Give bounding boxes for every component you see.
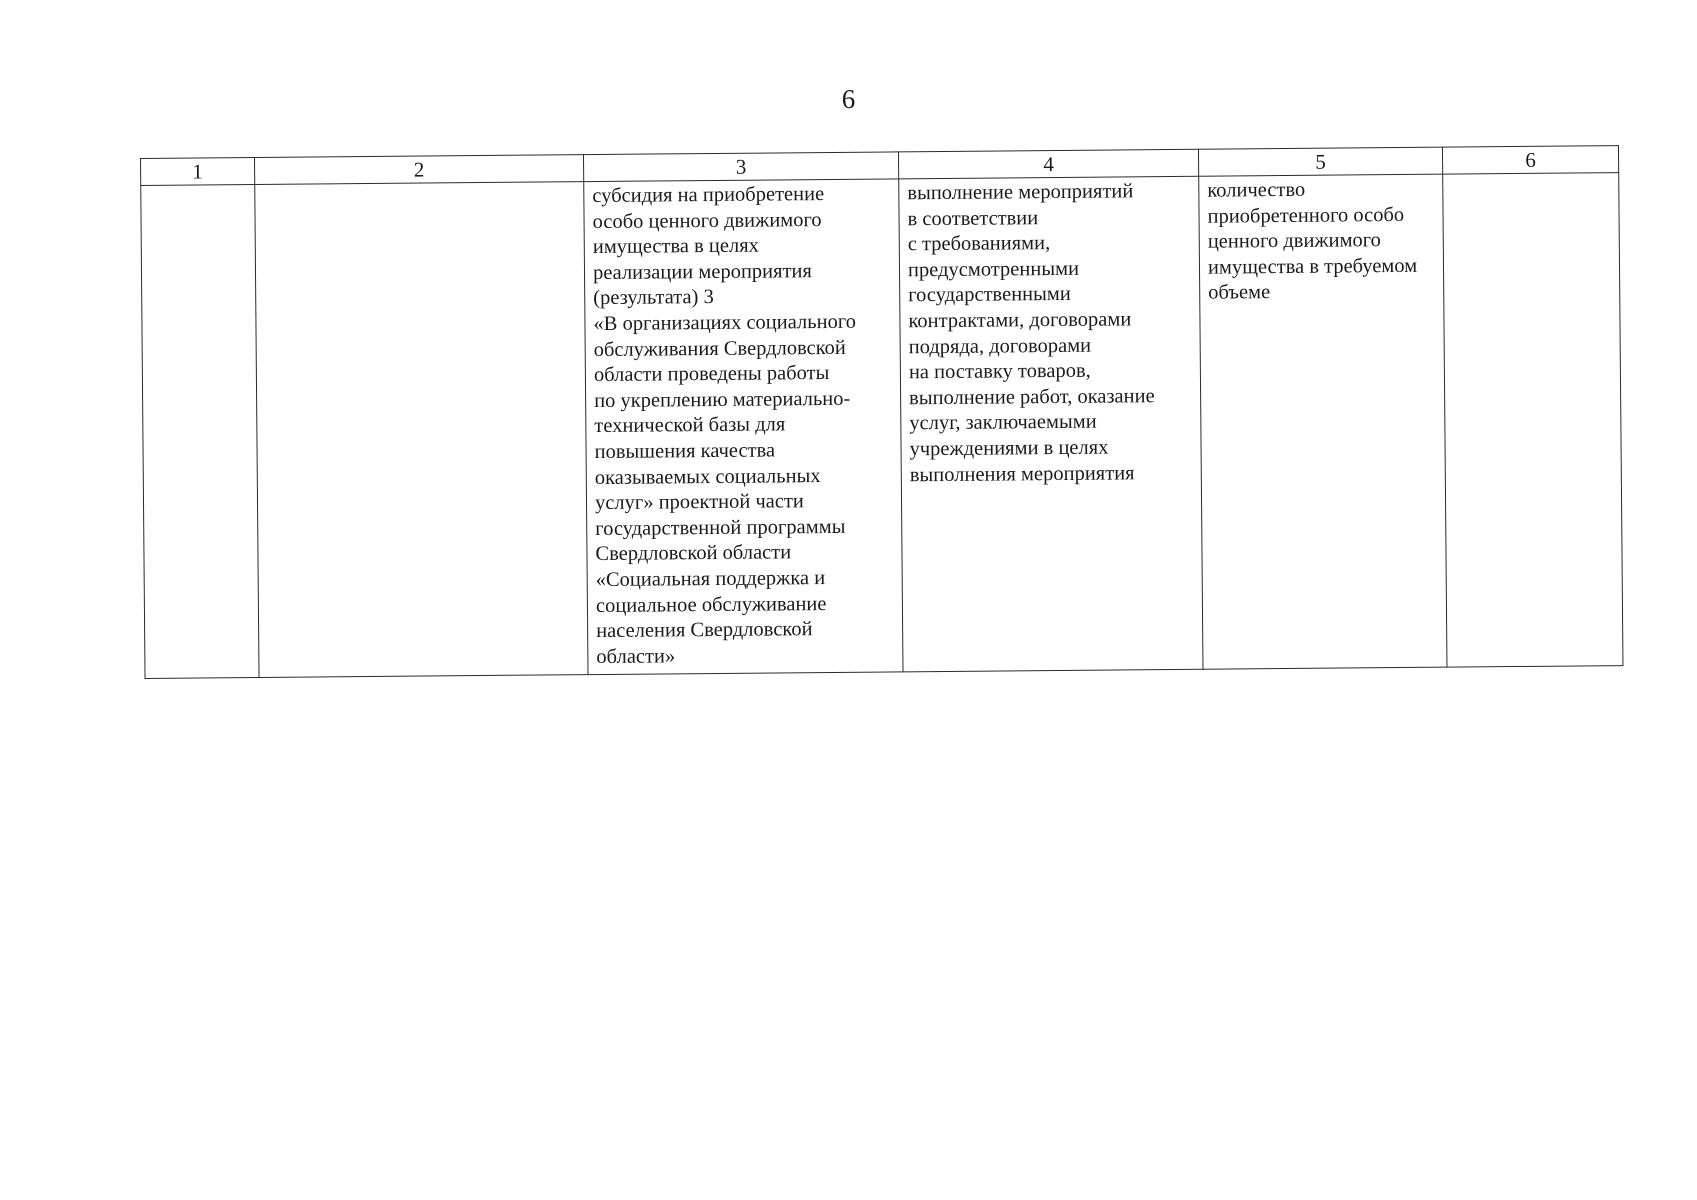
cell-text-col3: субсидия на приобретение особо ценного движимого имущества в целях реализации мероприятия (результата) 3 «В организациях социального обслуживания Свердловской области проведены работы по укреплению материально- технической базы для повышения качества оказываемых социальных услуг» проектной части государственной программы Свердловской области «Социальная поддержка и социальное обслуживание населения Свердловской области» bbox=[592, 183, 857, 668]
column-header-3: 3 bbox=[583, 152, 898, 182]
cell-text-col6 bbox=[1451, 175, 1612, 176]
cell-text-col2 bbox=[263, 184, 577, 187]
column-header-2: 2 bbox=[255, 155, 584, 185]
column-header-1: 1 bbox=[141, 158, 255, 186]
document-table-container bbox=[140, 145, 1622, 679]
column-header-5: 5 bbox=[1198, 147, 1442, 176]
page-number: 6 bbox=[841, 84, 856, 114]
table-cell-col3 bbox=[584, 179, 903, 675]
cell-text-col4: выполнение мероприятий в соответствии с требованиями, предусмотренными государственными контрактами, договорами подряда, договорами на поставку товаров, выполнение работ, оказание услуг, заключаемыми учреждениями в целях выполнения мероприятия bbox=[907, 180, 1155, 486]
table-cell-col6 bbox=[1443, 173, 1623, 668]
cell-text-col5: количество приобретенного особо ценного движимого имущества в требуемом объеме bbox=[1207, 178, 1418, 305]
document-table bbox=[140, 145, 1623, 679]
table-cell-col4 bbox=[899, 176, 1203, 672]
table-cell-col2 bbox=[255, 182, 588, 678]
column-header-6: 6 bbox=[1442, 146, 1618, 175]
table-cell-col1 bbox=[141, 184, 259, 678]
table-cell-col5 bbox=[1199, 174, 1447, 669]
table-row bbox=[141, 173, 1623, 679]
column-header-4: 4 bbox=[898, 149, 1198, 179]
cell-text-col1 bbox=[149, 187, 248, 188]
